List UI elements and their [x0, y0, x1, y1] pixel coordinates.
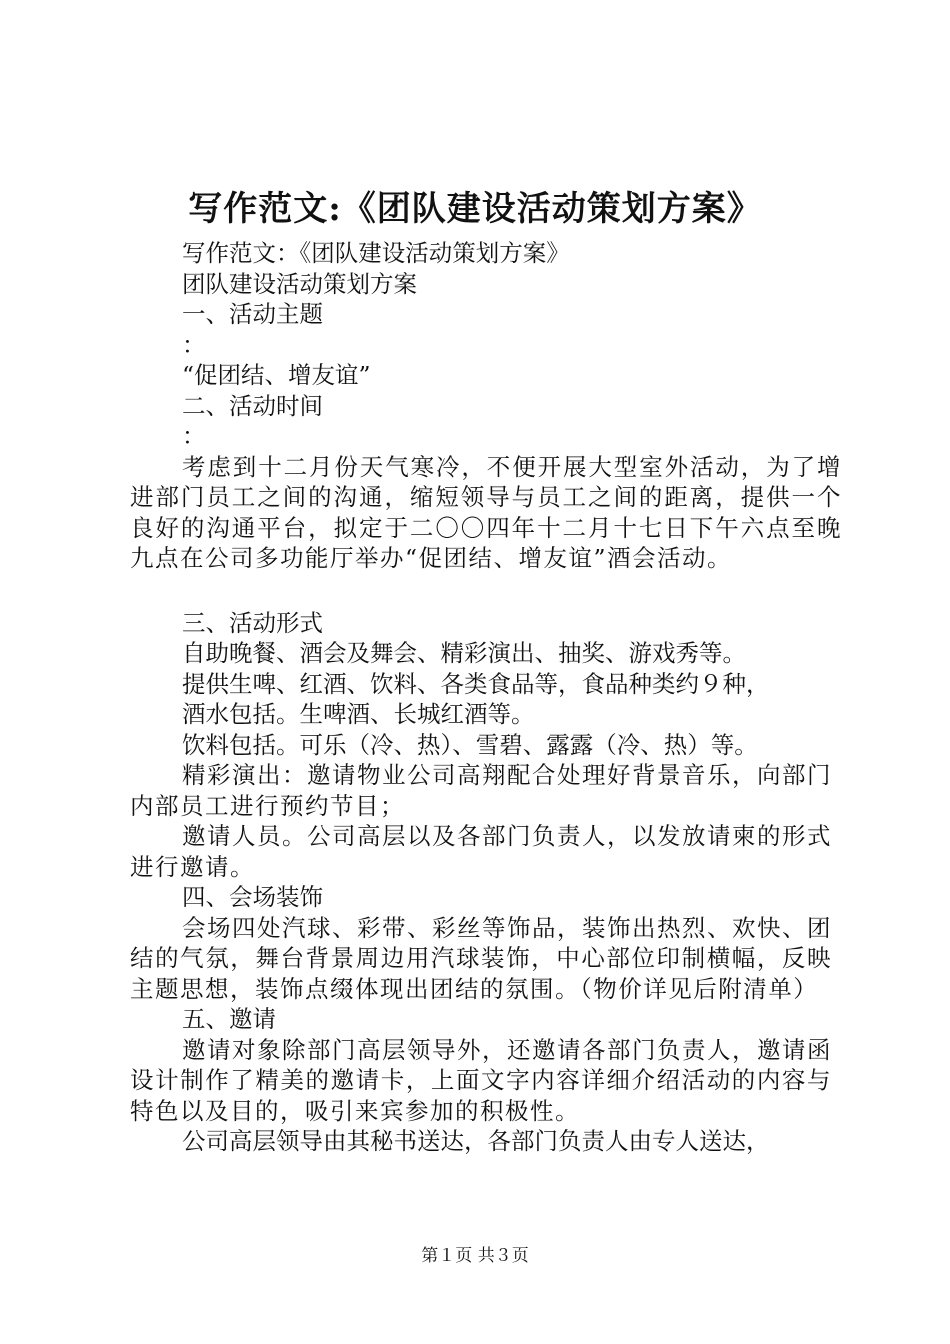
colon-line: ： — [182, 422, 206, 450]
text-line: 自助晚餐、酒会及舞会、精彩演出、抽奖、游戏秀等。 — [182, 639, 746, 667]
section-heading-invite: 五、邀请 — [182, 1005, 276, 1033]
document-title: 写作范文:《团队建设活动策划方案》 — [188, 189, 762, 229]
paragraph-deliver: 公司高层领导由其秘书送达，各部门负责人由专人送达， — [182, 1127, 770, 1155]
spacer — [130, 574, 832, 608]
section-heading-decor: 四、会场装饰 — [182, 883, 323, 911]
theme-text: “促团结、增友谊” — [182, 361, 371, 389]
paragraph-show: 精彩演出：邀请物业公司高翔配合处理好背景音乐，向部门内部员工进行预约节目； — [130, 761, 832, 820]
text-line: 酒水包括。生啤酒、长城红酒等。 — [182, 700, 535, 728]
paragraph-time: 考虑到十二月份天气寒冷，不便开展大型室外活动，为了增进部门员工之间的沟通，缩短领导与员工之间的距离，提供一个良好的沟通平台，拟定于二〇〇四年十二月十七日下午六点至晚九点在公司多功能厅举办“促团结、增友谊”酒会活动。 — [130, 452, 842, 572]
document-body — [130, 238, 842, 1157]
heading-line: 写作范文：《团队建设活动策划方案》 — [182, 239, 570, 267]
paragraph-invite: 邀请对象除部门高层领导外，还邀请各部门负责人，邀请函设计制作了精美的邀请卡，上面文字内容详细介绍活动的内容与特色以及目的，吸引来宾参加的积极性。 — [130, 1035, 832, 1125]
page-footer: 第１页 共３页 — [421, 1246, 529, 1266]
text-line: 提供生啤、红酒、饮料、各类食品等，食品种类约９种， — [182, 669, 770, 698]
paragraph-decor: 会场四处汽球、彩带、彩丝等饰品，装饰出热烈、欢快、团结的气氛，舞台背景周边用汽球装饰，中心部位印制横幅，反映主题思想，装饰点缀体现出团结的氛围。（物价详见后附清单） — [130, 913, 832, 1003]
text-line: 饮料包括。可乐（冷、热）、雪碧、露露（冷、热）等。 — [182, 730, 758, 759]
section-heading-format: 三、活动形式 — [182, 608, 323, 637]
paragraph-invitees: 邀请人员。公司高层以及各部门负责人，以发放请柬的形式进行邀请。 — [130, 822, 832, 881]
colon-line: ： — [182, 330, 206, 359]
section-heading-theme: 一、活动主题 — [182, 300, 323, 328]
heading-line: 团队建设活动策划方案 — [182, 269, 417, 298]
section-heading-time: 二、活动时间 — [182, 391, 323, 420]
